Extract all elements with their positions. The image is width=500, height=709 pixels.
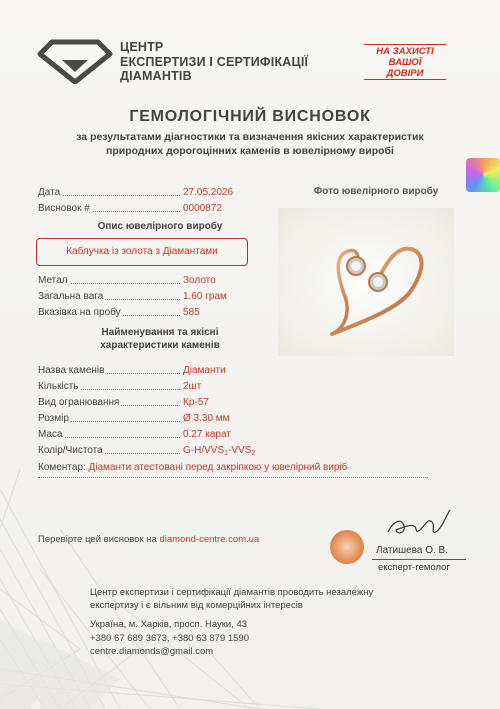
org-line-3: ДІАМАНТІВ — [120, 69, 192, 83]
mass-row — [38, 428, 288, 442]
comment — [38, 462, 347, 473]
verify-link[interactable]: diamond-centre.com.ua — [159, 534, 260, 545]
quantity-label: Кількість — [38, 381, 79, 392]
org-line-1: ЦЕНТР — [120, 40, 164, 54]
slogan-line-1: НА ЗАХИСТІ — [364, 44, 446, 57]
diamond-logo-icon — [34, 38, 116, 84]
contacts — [90, 618, 249, 659]
verify-text — [38, 534, 259, 545]
comment-text: Діаманти атестовані перед закріпкою у ювелірний виріб — [88, 462, 348, 473]
mass-value: 0.27 карат — [183, 429, 231, 440]
photo-caption: Фото ювелірного виробу — [313, 186, 439, 197]
weight-value: 1.60 грам — [183, 291, 227, 302]
document-title: ГЕМОЛОГІЧНИЙ ВИСНОВОК — [129, 108, 371, 125]
size-value: Ø 3.30 мм — [183, 413, 230, 424]
signature-icon — [384, 506, 454, 540]
metal-label: Метал — [38, 275, 68, 286]
description-box: Каблучка із золота з Діамантами — [36, 238, 248, 266]
subtitle-line-1: за результатами діагностики та визначення якісних характеристик — [76, 131, 424, 143]
slogan-line-2: ВАШОЇ — [388, 57, 422, 68]
date-label: Дата — [38, 187, 61, 198]
metal-value: Золото — [183, 275, 216, 286]
ring-photo — [278, 208, 454, 356]
stones-heading — [30, 326, 290, 352]
stones-heading-line-2: характеристики каменів — [100, 340, 220, 351]
number-label: Висновок # — [38, 203, 90, 214]
number-row — [38, 202, 288, 216]
stone-name-row — [38, 364, 288, 378]
metal-row — [38, 274, 288, 288]
quantity-value: 2шт — [183, 381, 202, 392]
disclaimer: Центр експертизи і сертифікації діамантів проводить незалежну експертизу і є вільним від комерційних інтересів — [90, 587, 374, 611]
stone-name-value: Діаманти — [183, 365, 226, 376]
org-line-2: ЕКСПЕРТИЗИ І СЕРТИФІКАЦІЇ — [120, 54, 309, 69]
hologram-sticker-icon — [466, 158, 500, 192]
seal-stamp-icon — [330, 530, 364, 564]
stones-heading-line-1: Найменування та якісні — [101, 327, 219, 338]
organization-name — [120, 40, 308, 84]
color-clarity-label: Колір/Чистота — [38, 445, 103, 456]
cut-row — [38, 396, 288, 410]
verify-label: Перевірте цей висновок на — [38, 534, 157, 545]
email[interactable]: centre.diamonds@gmail.com — [90, 646, 214, 657]
subtitle-line-2: природних дорогоцінних каменів в ювелірному виробі — [106, 145, 394, 157]
signature-line — [372, 559, 466, 560]
phones: +380 67 689 3673, +380 63 879 1590 — [90, 632, 250, 644]
slogan-line-3: ДОВІРИ — [364, 68, 446, 80]
size-row — [38, 412, 288, 426]
hallmark-row — [38, 306, 288, 320]
comment-underline — [38, 477, 428, 478]
slogan — [364, 44, 446, 80]
cut-value: Кр-57 — [183, 397, 209, 408]
date-row — [38, 186, 288, 200]
color-clarity-row — [38, 444, 288, 458]
signatory-role: експерт-гемолог — [378, 562, 450, 573]
mass-label: Маса — [38, 429, 63, 440]
hallmark-label: Вказівка на пробу — [38, 307, 121, 318]
ring-image — [278, 208, 454, 356]
stone-name-label: Назва каменів — [38, 365, 105, 376]
weight-row — [38, 290, 288, 304]
signatory-name: Латишева О. В. — [376, 545, 448, 556]
address: Україна, м. Харків, просп. Науки, 43 — [90, 619, 248, 630]
quantity-row — [38, 380, 288, 394]
description-heading: Опис ювелірного виробу — [97, 221, 223, 232]
comment-label: Коментар: — [38, 462, 86, 473]
weight-label: Загальна вага — [38, 291, 104, 302]
date-value: 27.05.2026 — [183, 187, 234, 198]
cut-label: Вид огранювання — [38, 397, 120, 408]
hallmark-value: 585 — [183, 307, 200, 318]
number-value: 0000872 — [183, 203, 222, 214]
color-clarity-value: $G-H/VVS_1-VVS_2$ — [183, 445, 256, 457]
size-label: Розмір — [38, 413, 69, 424]
document-subtitle — [40, 130, 460, 158]
